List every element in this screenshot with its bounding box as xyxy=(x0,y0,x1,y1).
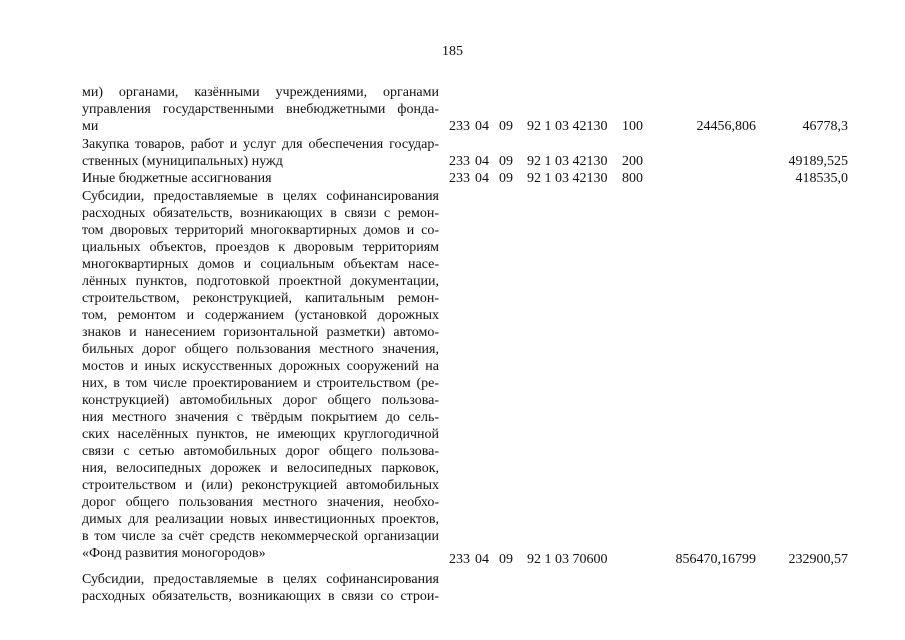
cell-csr: 92 1 03 42130 xyxy=(527,171,608,186)
description-line: циальных объектов, проездов к дворовым территориям xyxy=(82,240,439,255)
cell-sum-2: 49189,525 xyxy=(788,154,848,169)
description-line: мостов и иных искусственных дорожных сооружений на xyxy=(82,359,439,374)
description-line: строительством, реконструкцией, капитальным ремон- xyxy=(82,291,439,306)
description-line: расходных обязательств, возникающих в связи со строи- xyxy=(82,589,439,604)
description-line: связи с сетью автомобильных дорог общего пользова- xyxy=(82,444,439,459)
description-line: расходных обязательств, возникающих в связи с ремон- xyxy=(82,206,439,221)
description-line: лённых пунктов, подготовкой проектной документации, xyxy=(82,274,439,289)
description-line: ния местного значения с твёрдым покрытием до сель- xyxy=(82,410,439,425)
description-line: ми xyxy=(82,119,99,134)
description-line: бильных дорог общего пользования местного значения, xyxy=(82,342,439,357)
cell-ved: 233 xyxy=(449,154,470,169)
description-line: Иные бюджетные ассигнования xyxy=(82,171,272,186)
description-line: ми) органами, казёнными учреждениями, органами xyxy=(82,85,439,100)
description-line: дорог общего пользования местного значения, необхо- xyxy=(82,495,439,510)
row-description xyxy=(82,170,439,187)
cell-vr: 800 xyxy=(622,171,643,186)
description-line: многоквартирных домов и социальным объектам насе- xyxy=(82,257,439,272)
description-line: ских населённых пунктов, не имеющих круглогодичной xyxy=(82,427,439,442)
cell-pr: 09 xyxy=(499,552,513,567)
cell-rz: 04 xyxy=(475,154,489,169)
description-line: них, в том числе проектированием и строительством (ре- xyxy=(82,376,439,391)
cell-rz: 04 xyxy=(475,119,489,134)
cell-ved: 233 xyxy=(449,119,470,134)
cell-pr: 09 xyxy=(499,119,513,134)
description-line: ния, велосипедных дорожек и велосипедных парковок, xyxy=(82,461,439,476)
cell-pr: 09 xyxy=(499,171,513,186)
cell-ved: 233 xyxy=(449,171,470,186)
cell-sum-2: 232900,57 xyxy=(788,552,848,567)
description-line: «Фонд развития моногородов» xyxy=(82,546,266,561)
cell-pr: 09 xyxy=(499,154,513,169)
page-number: 185 xyxy=(442,44,463,59)
description-line: Субсидии, предоставляемые в целях софинансирования xyxy=(82,189,439,204)
cell-sum-1: 856470,16799 xyxy=(675,552,756,567)
row-description xyxy=(82,136,439,170)
description-line: знаков и нанесением горизонтальной разметки) автомо- xyxy=(82,325,439,340)
row-description xyxy=(82,84,439,135)
description-line: Закупка товаров, работ и услуг для обеспечения государ- xyxy=(82,137,439,152)
description-line: в том числе за счёт средств некоммерческой организации xyxy=(82,529,439,544)
cell-csr: 92 1 03 70600 xyxy=(527,552,608,567)
row-description xyxy=(82,571,439,605)
description-line: строительством и (или) реконструкцией автомобильных xyxy=(82,478,439,493)
cell-vr: 100 xyxy=(622,119,643,134)
cell-sum-2: 418535,0 xyxy=(795,171,848,186)
row-description xyxy=(82,188,439,562)
description-line: Субсидии, предоставляемые в целях софинансирования xyxy=(82,572,439,587)
description-line: ственных (муниципальных) нужд xyxy=(82,154,283,169)
cell-csr: 92 1 03 42130 xyxy=(527,119,608,134)
cell-vr: 200 xyxy=(622,154,643,169)
description-line: управления государственными внебюджетными фонда- xyxy=(82,102,439,117)
cell-sum-2: 46778,3 xyxy=(802,119,848,134)
cell-rz: 04 xyxy=(475,552,489,567)
description-line: том, ремонтом и содержанием (установкой дорожных xyxy=(82,308,439,323)
description-line: конструкцией) автомобильных дорог общего пользова- xyxy=(82,393,439,408)
cell-csr: 92 1 03 42130 xyxy=(527,154,608,169)
cell-rz: 04 xyxy=(475,171,489,186)
description-line: том дворовых территорий многоквартирных домов и со- xyxy=(82,223,439,238)
cell-sum-1: 24456,806 xyxy=(696,119,756,134)
description-line: димых для реализации новых инвестиционных проектов, xyxy=(82,512,439,527)
cell-ved: 233 xyxy=(449,552,470,567)
